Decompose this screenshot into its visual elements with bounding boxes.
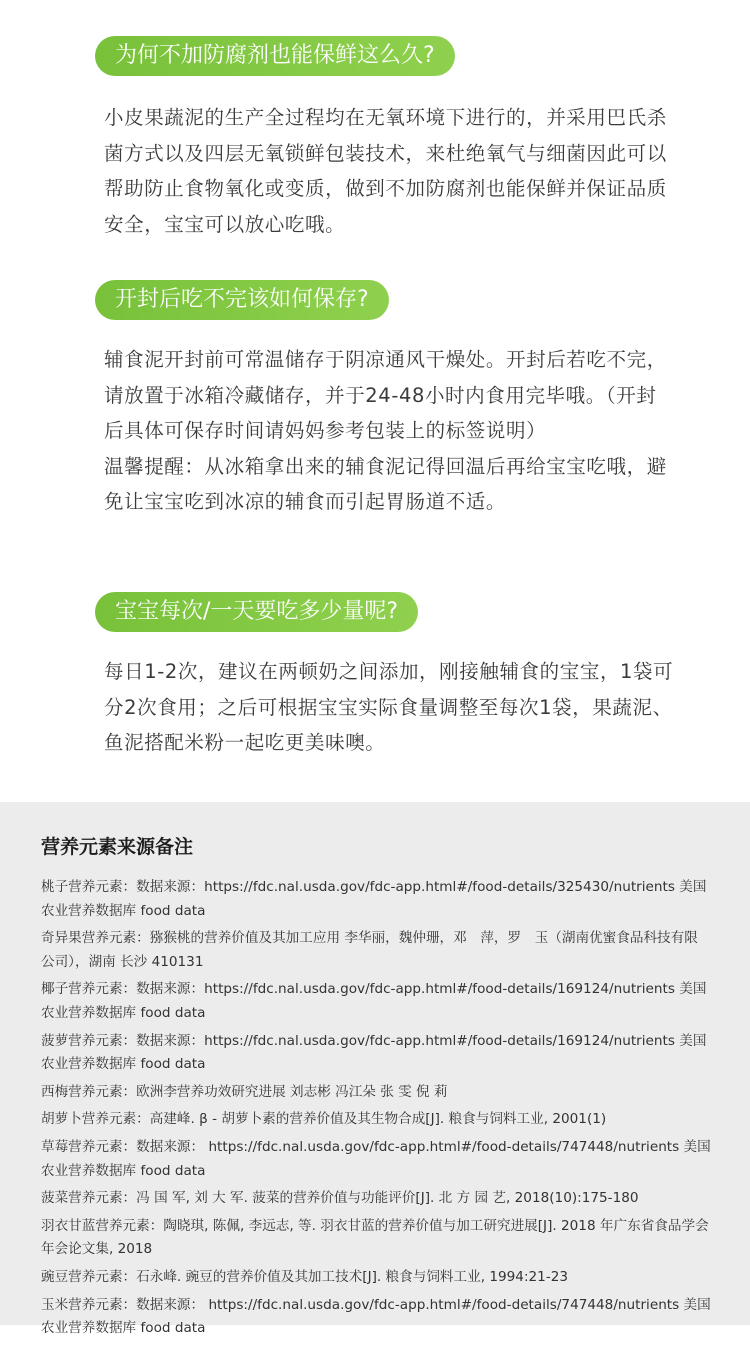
- note-item-coconut: 椰子营养元素：数据来源：https://fdc.nal.usda.gov/fdc-app.html#/food-details/169124/nutrients 美国农业营养数据库 food data: [41, 981, 707, 1021]
- note-item-spinach: 菠菜营养元素：冯 国 军, 刘 大 军. 菠菜的营养价值与功能评价[J]. 北 方 园 艺, 2018(10):175-180: [41, 1190, 639, 1207]
- notes-title: 营养元素来源备注: [41, 836, 194, 858]
- note-item-peach: 桃子营养元素：数据来源：https://fdc.nal.usda.gov/fdc-app.html#/food-details/325430/nutrients 美国农业营养数据库 food data: [41, 879, 707, 919]
- note-item-strawberry: 草莓营养元素：数据来源： https://fdc.nal.usda.gov/fdc-app.html#/food-details/747448/nutrients 美国农业营养数据库 food data: [41, 1138, 711, 1179]
- note-item-pineapple: 菠萝营养元素：数据来源：https://fdc.nal.usda.gov/fdc-app.html#/food-details/169124/nutrients 美国农业营养数据库 food data: [41, 1032, 707, 1073]
- note-item-carrot: 胡萝卜营养元素：高建峰. β - 胡萝卜素的营养价值及其生物合成[J]. 粮食与饲料工业, 2001(1): [41, 1111, 607, 1128]
- faq-tip-paragraph: 温馨提醒：从冰箱拿出来的辅食泥记得回温后再给宝宝吃哦，避免让宝宝吃到冰凉的辅食而引起胃肠道不适。: [104, 454, 667, 513]
- faq-paragraph: 辅食泥开封前可常温储存于阴凉通风干燥处。开封后若吃不完，请放置于冰箱冷藏储存，并于24-48小时内食用完毕哦。（开封后具体可保存时间请妈妈参考包装上的标签说明）: [104, 348, 667, 442]
- note-item-kiwi: 奇异果营养元素：猕猴桃的营养价值及其加工应用 李华丽，魏仲珊，邓 萍，罗 玉（湖南优蜜食品科技有限公司），湖南 长沙 410131: [41, 930, 698, 970]
- note-item-prune: 西梅营养元素：欧洲李营养功效研究进展 刘志彬 冯江朵 张 雯 倪 莉: [41, 1083, 448, 1100]
- faq-heading-preservative: 为何不加防腐剂也能保鲜这么久?: [95, 36, 455, 76]
- nutrition-source-notes: [0, 802, 750, 1337]
- faq-heading-amount: 宝宝每次/一天要吃多少量呢?: [95, 592, 418, 632]
- faq-paragraph: 小皮果蔬泥的生产全过程均在无氧环境下进行的，并采用巴氏杀菌方式以及四层无氧锁鲜包装技术，来杜绝氧气与细菌因此可以帮助防止食物氧化或变质，做到不加防腐剂也能保鲜并保证品质安全，宝宝可以放心吃哦。: [104, 106, 667, 236]
- note-item-corn: 玉米营养元素：数据来源： https://fdc.nal.usda.gov/fdc-app.html#/food-details/747448/nutrients 美国农业营养数据库 food data: [41, 1296, 711, 1337]
- faq-answer-preservative: [104, 100, 674, 242]
- faq-heading-storage: 开封后吃不完该如何保存?: [95, 280, 389, 320]
- note-item-pea: 豌豆营养元素：石永峰. 豌豆的营养价值及其加工技术[J]. 粮食与饲料工业, 1994:21-23: [41, 1268, 569, 1285]
- notes-list: [41, 876, 711, 1345]
- faq-paragraph: 每日1-2次，建议在两顿奶之间添加，刚接触辅食的宝宝，1袋可分2次食用；之后可根据宝宝实际食量调整至每次1袋，果蔬泥、鱼泥搭配米粉一起吃更美味噢。: [104, 660, 674, 754]
- faq-answer-storage: [104, 342, 674, 520]
- note-item-kale: 羽衣甘蓝营养元素：陶晓琪, 陈佩, 李远志, 等. 羽衣甘蓝的营养价值与加工研究进展[J]. 2018 年广东省食品学会年会论文集, 2018: [41, 1217, 709, 1258]
- faq-answer-amount: [104, 654, 674, 761]
